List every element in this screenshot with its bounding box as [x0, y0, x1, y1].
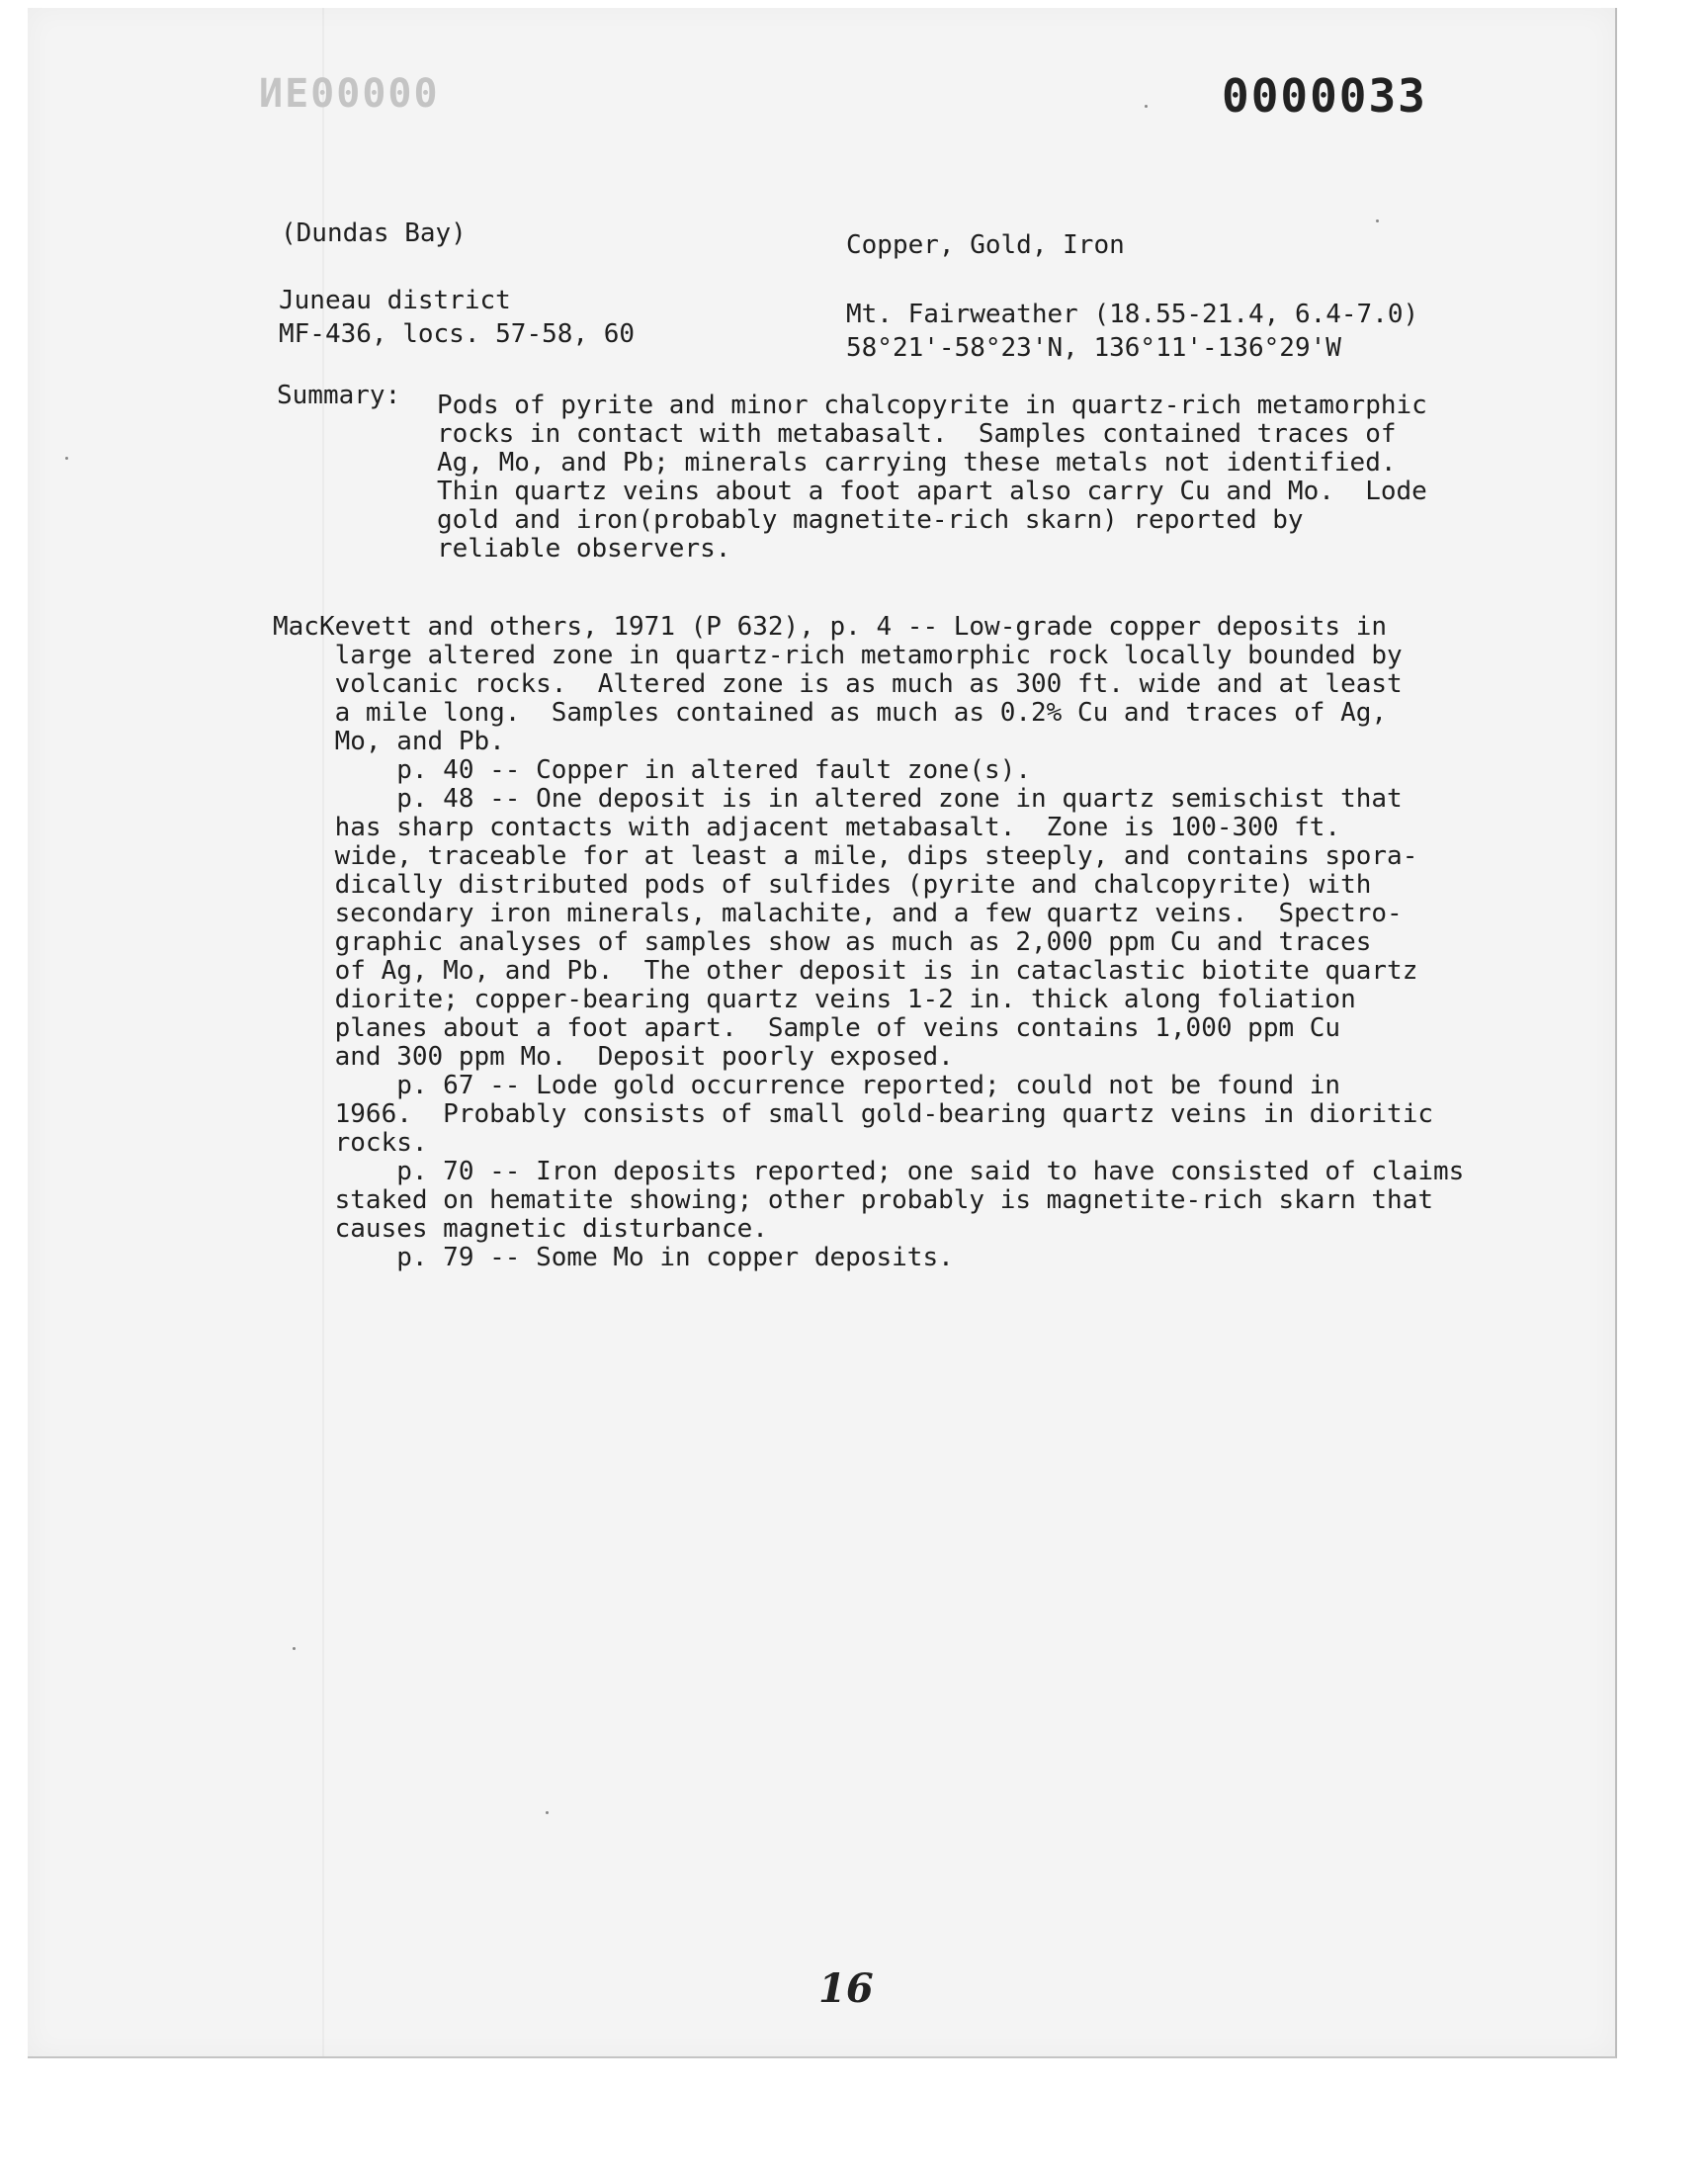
reference-line: has sharp contacts with adjacent metabasalt. Zone is 100-300 ft. [273, 813, 1341, 842]
map-reference-label: MF-436, locs. 57-58, 60 [279, 319, 636, 349]
reference-line: of Ag, Mo, and Pb. The other deposit is in cataclastic biotite quartz [273, 956, 1418, 986]
scan-speck [546, 1811, 549, 1814]
reference-line: large altered zone in quartz-rich metamorphic rock locally bounded by [273, 641, 1403, 670]
reference-line: diorite; copper-bearing quartz veins 1-2 in. thick along foliation [273, 985, 1356, 1014]
reference-line: causes magnetic disturbance. [273, 1214, 768, 1244]
reference-line: secondary iron minerals, malachite, and a few quartz veins. Spectro- [273, 899, 1403, 928]
scan-speck [65, 457, 68, 460]
reference-line: wide, traceable for at least a mile, dips steeply, and contains spora- [273, 841, 1418, 871]
summary-body [437, 392, 1504, 564]
reference-line: graphic analyses of samples show as much as 2,000 ppm Cu and traces [273, 927, 1372, 957]
faded-stamp-number: ИЕ00000 [259, 71, 440, 117]
summary-line: rocks in contact with metabasalt. Samples contained traces of [437, 419, 1397, 449]
reference-line: MacKevett and others, 1971 (P 632), p. 4 -- Low-grade copper deposits in [273, 612, 1388, 642]
reference-line: p. 79 -- Some Mo in copper deposits. [273, 1243, 954, 1272]
reference-line: Mo, and Pb. [273, 727, 505, 756]
district-label: Juneau district [279, 286, 511, 315]
summary-heading: Summary: [277, 381, 401, 410]
quadrangle-label: Mt. Fairweather (18.55-21.4, 6.4-7.0) [846, 300, 1419, 329]
commodities-label: Copper, Gold, Iron [846, 230, 1125, 260]
reference-line: staked on hematite showing; other probably is magnetite-rich skarn that [273, 1185, 1433, 1215]
summary-line: gold and iron(probably magnetite-rich skarn) reported by [437, 505, 1304, 535]
summary-line: Ag, Mo, and Pb; minerals carrying these metals not identified. [437, 448, 1397, 478]
reference-line: planes about a foot apart. Sample of veins contains 1,000 ppm Cu [273, 1013, 1341, 1043]
document-number-stamp: 0000033 [1222, 69, 1427, 123]
summary-line: reliable observers. [437, 534, 731, 564]
coordinates-label: 58°21'-58°23'N, 136°11'-136°29'W [846, 333, 1341, 363]
reference-line: 1966. Probably consists of small gold-bearing quartz veins in dioritic [273, 1099, 1433, 1129]
summary-line: Pods of pyrite and minor chalcopyrite in quartz-rich metamorphic [437, 391, 1427, 420]
scan-speck [1145, 105, 1148, 108]
scan-speck [1376, 219, 1379, 222]
reference-line: p. 70 -- Iron deposits reported; one said to have consisted of claims [273, 1157, 1465, 1186]
reference-line: and 300 ppm Mo. Deposit poorly exposed. [273, 1042, 954, 1072]
handwritten-page-number: 16 [818, 1965, 874, 2012]
reference-line: a mile long. Samples contained as much as 0.2% Cu and traces of Ag, [273, 698, 1388, 728]
scan-speck [293, 1647, 296, 1650]
summary-line: Thin quartz veins about a foot apart also carry Cu and Mo. Lode [437, 477, 1427, 506]
reference-line: volcanic rocks. Altered zone is as much as 300 ft. wide and at least [273, 669, 1403, 699]
references-section [273, 613, 1558, 1272]
reference-line: p. 67 -- Lode gold occurrence reported; could not be found in [273, 1071, 1341, 1100]
reference-line: p. 40 -- Copper in altered fault zone(s). [273, 755, 1032, 785]
reference-line: p. 48 -- One deposit is in altered zone in quartz semischist that [273, 784, 1403, 814]
reference-line: rocks. [273, 1128, 428, 1158]
locality-label: (Dundas Bay) [281, 218, 467, 248]
reference-line: dically distributed pods of sulfides (pyrite and chalcopyrite) with [273, 870, 1372, 900]
